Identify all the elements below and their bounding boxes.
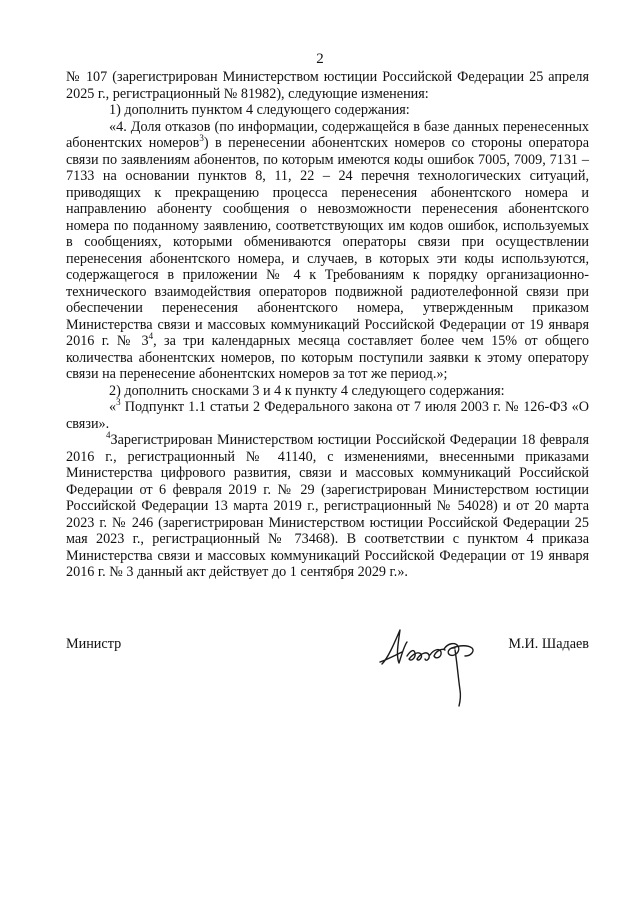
paragraph-footnote-4 bbox=[66, 432, 589, 581]
signer-name: М.И. Шадаев bbox=[508, 636, 589, 652]
footnote-3-text: Подпункт 1.1 статьи 2 Федерального закона от 7 июля 2003 г. № 126-ФЗ «О связи». bbox=[66, 399, 589, 432]
footnote-ref-3: 3 bbox=[199, 133, 204, 143]
clause-4-text-start: «4. Доля отказов (по информации, содержащейся в базе данных перенесенных абонентских номеров bbox=[66, 118, 589, 151]
footnote-4-text: Зарегистрирован Министерством юстиции Российской Федерации 18 февраля 2016 г., регистрационный № 41140, с изменениями, внесенными приказами Министерства цифрового развития, связи и массовых коммуникаций Российской Федерации от 6 февраля 2019 г. № 29 (зарегистрирован Министерством юстиции Российской Федерации 13 марта 2019 г., регистрационный № 54028) и от 20 марта 2023 г. № 246 (зарегистрирован Министерством юстиции Российской Федерации 25 мая 2023 г., регистрационный № 73468). В соответствии с пунктом 4 приказа Министерства связи и массовых коммуникаций Российской Федерации от 19 января 2016 г. № 3 данный акт действует до 1 сентября 2029 г.». bbox=[66, 432, 589, 580]
paragraph-item-1: 1) дополнить пунктом 4 следующего содержания: bbox=[109, 102, 410, 118]
paragraph-item-2: 2) дополнить сносками 3 и 4 к пункту 4 следующего содержания: bbox=[109, 382, 505, 399]
paragraph-footnote-3 bbox=[66, 399, 589, 432]
clause-4-text-middle: ) в перенесении абонентских номеров со стороны оператора связи по заявлениям абонентов, по которым имеются коды ошибок 7005, 7009, 7131 – 7133 на основании пунктов 8, 11, 22 – 24 перечня технологических ситуаций, приводящих к прекращению процесса перенесения абонентского номера и направлению абоненту сообщения о невозможности перенесения абонентского номера по поданному заявлению, соответствующих им кодов ошибок, используемых в сообщениях, которыми обмениваются операторы связи при осуществлении перенесения абонентского номера, и случаев, в которых эти коды используются, содержащегося в приложении № 4 к Требованиям к порядку организационно-технического взаимодействия операторов подвижной радиотелефонной связи при обеспечении перенесения абонентского номера, утвержденным приказом Министерства связи и массовых коммуникаций Российской Федерации от 19 января 2016 г. № 3 bbox=[66, 135, 590, 349]
page-number: 2 bbox=[316, 51, 324, 67]
signer-title: Министр bbox=[66, 636, 122, 652]
handwritten-signature bbox=[378, 618, 488, 708]
paragraph-intro: № 107 (зарегистрирован Министерством юстиции Российской Федерации 25 апреля 2025 г., регистрационный № 81982), следующие изменения: bbox=[66, 69, 589, 102]
paragraph-clause-4 bbox=[66, 119, 589, 383]
footnote-4-mark: 4 bbox=[106, 430, 111, 440]
footnote-3-mark: 3 bbox=[116, 397, 121, 407]
signature-block bbox=[66, 636, 589, 656]
footnote-ref-4: 4 bbox=[148, 331, 154, 341]
footnote-3-quote: « bbox=[109, 399, 117, 415]
clause-4-text-end: , за три календарных месяца составляет более чем 15% от общего количества абонентских номеров, по которым поступили заявки к этому оператору связи на перенесение абонентских номеров за тот же период.»; bbox=[66, 333, 589, 382]
document-body bbox=[66, 69, 589, 581]
